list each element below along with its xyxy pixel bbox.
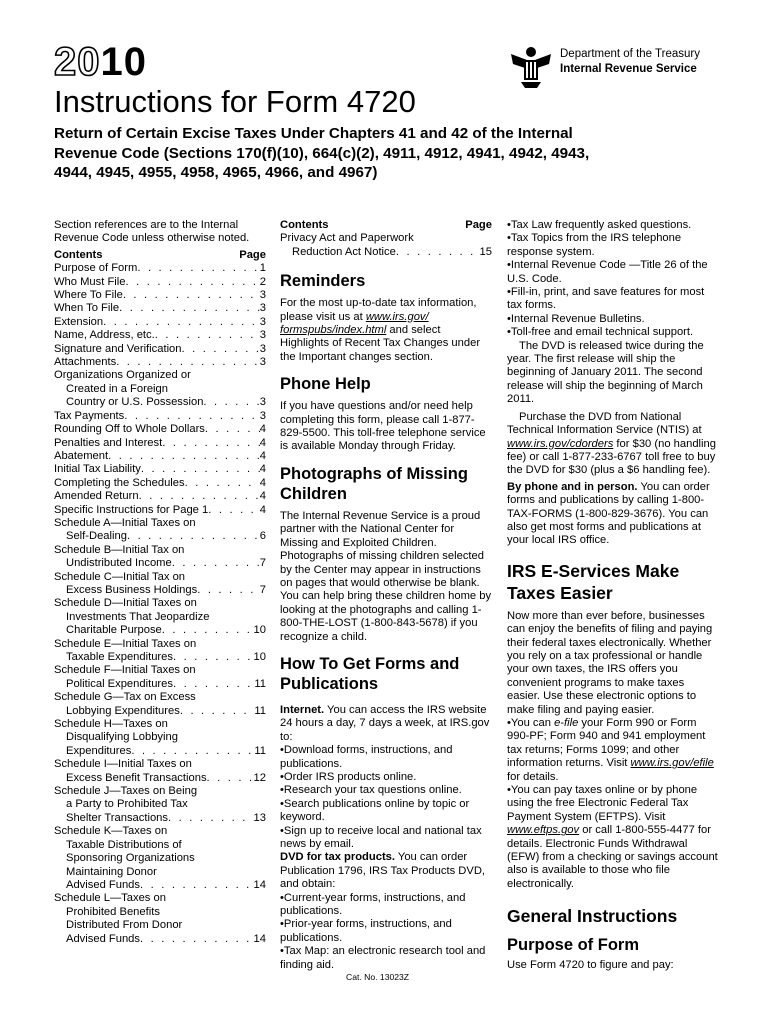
toc-entry-page: 10 — [253, 624, 266, 637]
phone-help-text: If you have questions and/or need help completing this form, please call 1-877-829-5500. This toll-free telephone service is available Monday through Friday. — [280, 400, 486, 453]
toc-entry-line: Schedule J—Taxes on Being — [54, 785, 198, 798]
page-title: Instructions for Form 4720 — [54, 84, 416, 119]
toc-entry-label: Shelter Transactions — [66, 811, 168, 824]
toc-entry[interactable] — [54, 477, 266, 490]
toc-entry-label: Attachments — [54, 356, 117, 369]
toc-entry-label: Country or U.S. Possession — [66, 396, 204, 409]
toc-entry[interactable] — [54, 450, 266, 463]
list-item: • Tax Map: an electronic research tool and finding aid. — [280, 945, 492, 972]
list-item: • Tax Law frequently asked questions. — [507, 219, 720, 232]
missing-children-heading: Photographs of Missing Children — [280, 464, 468, 503]
toc-entry-page: 14 — [253, 878, 266, 891]
list-item: • Sign up to receive local and national tax news by email. — [280, 825, 492, 852]
cdorders-link[interactable]: www.irs.gov/cdorders — [507, 437, 614, 450]
toc-entry-page: 15 — [479, 245, 492, 258]
toc-entry-label: Lobbying Expenditures — [66, 704, 180, 717]
toc-entry[interactable] — [54, 691, 266, 718]
toc-entry[interactable] — [54, 825, 266, 892]
list-item: • Order IRS products online. — [280, 771, 492, 784]
toc-entry[interactable] — [54, 638, 266, 665]
toc-entry-line: Investments That Jeopardize — [66, 610, 210, 623]
toc-entry-page: 7 — [259, 557, 266, 570]
toc-entry-label: Name, Address, etc. — [54, 329, 155, 342]
dvd-release-text: The DVD is released twice during the year. The first release will ship the beginning of January 2011. The second release will ship the beginning of March 2011. — [507, 339, 704, 406]
toc-entry-label: Self-Dealing — [66, 530, 127, 543]
toc-entry[interactable] — [54, 316, 266, 329]
toc-entry-label: Charitable Purpose — [66, 624, 162, 637]
toc-entry[interactable] — [54, 758, 266, 785]
toc-entry-page: 3 — [259, 356, 266, 369]
toc-entry[interactable] — [54, 785, 266, 825]
toc-entry-page: 3 — [259, 315, 266, 328]
toc-entry-line: Privacy Act and Paperwork — [280, 232, 414, 245]
toc-entry-label: Advised Funds — [66, 932, 141, 945]
toc-entry[interactable] — [54, 664, 266, 691]
list-item: • Research your tax questions online. — [280, 784, 492, 797]
toc-entry-line: Organizations Organized or — [54, 369, 191, 382]
toc-entry[interactable] — [54, 437, 266, 450]
toc-header — [280, 219, 492, 232]
toc-entry-label: Advised Funds — [66, 878, 141, 891]
toc-entry-line: a Party to Prohibited Tax — [66, 798, 188, 811]
toc-entry-line: Schedule D—Initial Taxes on — [54, 597, 197, 610]
toc-entry[interactable] — [54, 410, 266, 423]
toc-entry-label: Expenditures — [66, 744, 132, 757]
toc-entry[interactable] — [54, 571, 266, 598]
toc-entry-page: 4 — [259, 503, 266, 516]
list-item: • Internal Revenue Code —Title 26 of the U.S. Code. — [507, 259, 720, 286]
toc-entry-label: Excess Benefit Transactions — [66, 771, 207, 784]
toc-entry-label: Who Must File — [54, 275, 126, 288]
toc-entry-page: 11 — [254, 704, 266, 717]
page-label: Page — [465, 219, 492, 231]
toc-entry-line: Schedule F—Initial Taxes on — [54, 664, 196, 677]
page-subtitle: Return of Certain Excise Taxes Under Chapters 41 and 42 of the Internal Revenue Code (Sections 170(f)(10), 664(c)(2), 4911, 4912, 4941, 4942, 4943, 4944, 4945, 4955, 4958, 4965, 4966, and 4967) — [54, 125, 590, 182]
page-label: Page — [239, 248, 266, 261]
phone-order-text: By phone and in person. You can order forms and publications by calling 1-800-TAX-FORMS (1-800-829-3676). You can also get most forms and publications at your local IRS office. — [507, 480, 710, 547]
toc-entry-page: 11 — [254, 744, 266, 757]
toc-entry-label: Signature and Verification — [54, 342, 182, 355]
toc-entry[interactable] — [54, 463, 266, 476]
toc-entry[interactable] — [54, 289, 266, 302]
toc-entry-line: Schedule K—Taxes on — [54, 825, 168, 838]
toc-entry-line: Schedule E—Initial Taxes on — [54, 637, 197, 650]
toc-entry[interactable] — [54, 302, 266, 315]
efile-link[interactable]: www.irs.gov/efile — [630, 757, 714, 770]
department-name: Department of the Treasury — [560, 48, 700, 60]
toc-entry-page: 3 — [259, 329, 266, 342]
toc-entry-page: 12 — [253, 771, 266, 784]
list-item: • Fill-in, print, and save features for most tax forms. — [507, 286, 720, 313]
contents-label: Contents — [280, 219, 329, 231]
missing-children-text: The Internal Revenue Service is a proud partner with the National Center for Missing and Exploited Children. Photographs of missing children selected by the Center may appear in instructions on pages that would otherwise be blank. You can help bring these children home by looking at the photographs and calling 1-800-THE-LOST (1-800-843-5678) if you recognize a child. — [280, 509, 492, 643]
toc-entry-label: Undistributed Income — [66, 557, 172, 570]
forms-publications-heading: How To Get Forms and Publications — [280, 654, 460, 693]
toc-entry-line: Schedule H—Taxes on — [54, 718, 168, 731]
toc-entry-page: 4 — [259, 423, 266, 436]
toc-entry-line: Taxable Distributions of — [66, 838, 182, 851]
toc-entry[interactable] — [54, 423, 266, 436]
toc-entry-label: Initial Tax Liability — [54, 463, 141, 476]
general-instructions-heading: General Instructions — [507, 906, 678, 927]
list-item: • Tax Topics from the IRS telephone response system. — [507, 232, 720, 259]
toc-entry-line: Created in a Foreign — [66, 382, 168, 395]
toc-entry-line: Schedule G—Tax on Excess — [54, 691, 196, 704]
eservices-heading: IRS E-Services Make Taxes Easier — [507, 560, 680, 603]
department-block — [560, 47, 700, 77]
toc-entry-label: Rounding Off to Whole Dollars — [54, 423, 205, 436]
toc-entry[interactable] — [54, 504, 266, 517]
toc-entry[interactable] — [54, 517, 266, 544]
list-item: • Prior-year forms, instructions, and publications. — [280, 918, 492, 945]
toc-entry[interactable] — [54, 262, 266, 275]
toc-entry[interactable] — [54, 544, 266, 571]
toc-entry-label: Extension — [54, 315, 104, 328]
toc-entry-label: Penalties and Interest — [54, 436, 163, 449]
toc-entry[interactable] — [54, 718, 266, 758]
toc-entry-page: 4 — [259, 490, 266, 503]
contents-label: Contents — [54, 248, 103, 261]
toc-entry[interactable] — [280, 232, 492, 259]
toc-entry-page: 3 — [259, 409, 266, 422]
toc-entry-label: Completing the Schedules — [54, 476, 185, 489]
toc-entry-line: Schedule L—Taxes on — [54, 892, 166, 905]
toc-entry-label: Where To File — [54, 289, 123, 302]
toc-entry-page: 10 — [253, 651, 266, 663]
toc-entry-page: 1 — [259, 262, 266, 275]
toc-entry[interactable] — [54, 343, 266, 356]
agency-name: Internal Revenue Service — [560, 63, 697, 75]
toc-entry-line: Distributed From Donor — [66, 919, 183, 932]
intro-text: Section references are to the Internal Revenue Code unless otherwise noted. — [54, 219, 250, 245]
toc-entry[interactable] — [54, 490, 266, 503]
toc-entry-label: Amended Return — [54, 490, 139, 503]
toc-entry-line: Schedule B—Initial Tax on — [54, 543, 185, 556]
toc-entry-page: 4 — [259, 449, 266, 462]
toc-entry[interactable] — [54, 892, 266, 946]
toc-entry-page: 11 — [254, 677, 266, 690]
internet-bullet-list — [280, 744, 492, 851]
purpose-text: Use Form 4720 to figure and pay: — [507, 959, 674, 972]
list-item: • Internal Revenue Bulletins. — [507, 313, 720, 326]
toc-entry-page: 4 — [259, 476, 266, 489]
dvd-bullet-list — [280, 892, 492, 972]
eftps-link[interactable]: www.eftps.gov — [507, 824, 580, 837]
dvd-features-list — [507, 219, 720, 340]
toc-entry[interactable] — [54, 276, 266, 289]
list-item: • Download forms, instructions, and publications. — [280, 744, 492, 771]
toc-entry-label: Excess Business Holdings — [66, 583, 198, 596]
toc-entry-label: Reduction Act Notice — [292, 245, 396, 258]
phone-help-heading: Phone Help — [280, 375, 371, 394]
form-year: 2010 — [54, 40, 147, 84]
reminders-text: For the most up-to-date tax information, please visit us at www.irs.gov/ formspubs/index.html and select Highlights of Recent Tax Changes under the Important changes section. — [280, 297, 481, 363]
toc-entry-label: Tax Payments — [54, 409, 125, 422]
irs-eagle-logo-icon — [507, 44, 555, 90]
toc-entry-page: 2 — [259, 275, 266, 288]
efile-bullet: • You can e-file your Form 990 or Form 990-PF; Form 940 and 941 employment tax returns; Forms 1099; and other information returns. Visit www.irs.gov/efile for details. — [507, 717, 720, 784]
toc-entry-label: Taxable Expenditures — [66, 651, 173, 663]
toc-entry-line: Schedule C—Initial Tax on — [54, 570, 186, 583]
column-2 — [280, 219, 492, 972]
list-item: • Toll-free and email technical support. — [507, 326, 720, 339]
reminders-heading: Reminders — [280, 272, 366, 291]
toc-entry-page: 6 — [259, 530, 266, 543]
internet-text: Internet. You can access the IRS website 24 hours a day, 7 days a week, at IRS.gov to: — [280, 703, 490, 743]
toc-entry[interactable] — [54, 329, 266, 342]
toc-entry-label: Political Expenditures — [66, 677, 173, 690]
purchase-text: Purchase the DVD from National Technical Information Service (NTIS) at www.irs.gov/cdorders for $30 (no handling fee) or call 1-877-233-6767 toll free to buy the DVD for $30 (plus a $6 handling fee). — [507, 410, 716, 477]
dvd-text: DVD for tax products. You can order Publication 1796, IRS Tax Products DVD, and obtain: — [280, 851, 486, 891]
toc-entry-label: Specific Instructions for Page 1 — [54, 503, 209, 516]
toc-entry-page: 13 — [253, 811, 266, 824]
column-3 — [507, 219, 720, 973]
toc-entry-page: 4 — [259, 463, 266, 476]
toc-entry-page: 3 — [259, 396, 266, 409]
toc-entry-line: Sponsoring Organizations — [66, 852, 195, 865]
toc-header — [54, 249, 266, 262]
toc-entry-page: 4 — [259, 436, 266, 449]
toc-entry-page: 3 — [259, 302, 266, 315]
toc-entry-page: 14 — [253, 932, 266, 945]
irs-formspubs-link[interactable]: www.irs.gov/ formspubs/index.html — [280, 310, 429, 337]
toc-entry-line: Schedule I—Initial Taxes on — [54, 758, 192, 771]
toc-entry-line: Disqualifying Lobbying — [66, 731, 178, 744]
purpose-heading: Purpose of Form — [507, 936, 640, 955]
toc-entry[interactable] — [54, 356, 266, 369]
toc-entry-label: Abatement — [54, 449, 109, 462]
toc-entry-line: Prohibited Benefits — [66, 905, 160, 918]
toc-entry-label: When To File — [54, 302, 120, 315]
catalog-number: Cat. No. 13023Z — [346, 972, 410, 982]
list-item: • Search publications online by topic or keyword. — [280, 798, 492, 825]
table-of-contents — [54, 262, 266, 946]
toc-entry-page: 3 — [259, 289, 266, 302]
toc-entry-line: Schedule A—Initial Taxes on — [54, 516, 196, 529]
eftps-bullet: • You can pay taxes online or by phone using the free Electronic Federal Tax Payment System (EFTPS). Visit www.eftps.gov or call 1-800-555-4477 for details. Electronic Funds Withdrawal (EFW) from a checking or savings account also is available to those who file electronically. — [507, 784, 720, 891]
toc-entry[interactable] — [54, 369, 266, 409]
eservices-text: Now more than ever before, businesses can enjoy the benefits of filing and paying their federal taxes electronically. Whether you rely on a tax professional or handle your own taxes, the IRS offers you convenient programs to make taxes easier. Use these electronic options to make filing and paying easier. — [507, 609, 713, 716]
toc-entry[interactable] — [54, 597, 266, 637]
list-item: • Current-year forms, instructions, and publications. — [280, 892, 492, 919]
toc-entry-line: Maintaining Donor — [66, 865, 157, 878]
toc-entry-label: Purpose of Form — [54, 262, 138, 275]
column-1 — [54, 219, 266, 946]
toc-entry-page: 7 — [259, 583, 266, 596]
toc-entry-page: 3 — [259, 342, 266, 355]
